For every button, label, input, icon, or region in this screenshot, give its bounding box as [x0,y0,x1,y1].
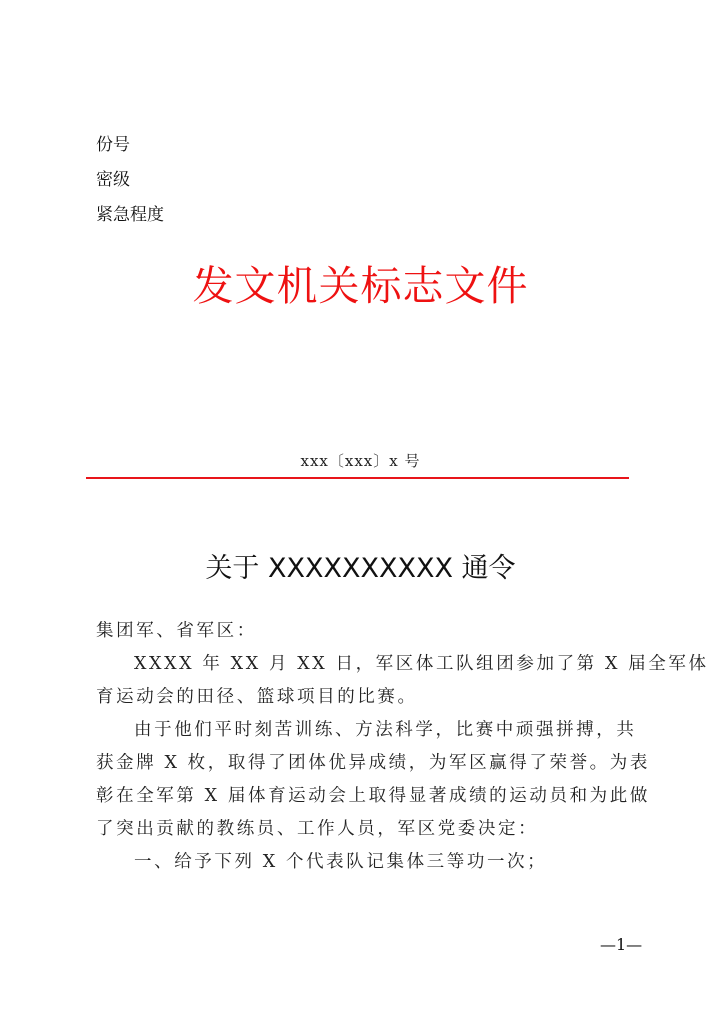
body-line: 由于他们平时刻苦训练、方法科学，比赛中顽强拼搏，共 [134,720,637,740]
page-number: —1— [600,935,643,954]
red-separator-line [86,477,629,479]
document-body [96,615,709,879]
urgency-label: 紧急程度 [96,205,164,225]
body-line: 获金牌 X 枚，取得了团体优异成绩，为军区赢得了荣誉。为表 [96,753,650,773]
body-line: XXXX 年 XX 月 XX 日，军区体工队组团参加了第 X 届全军体 [134,654,709,674]
document-subject: 关于 XXXXXXXXXX 通令 [205,553,516,584]
salutation: 集团军、省军区： [96,621,257,641]
issuing-authority-title: 发文机关标志文件 [192,262,529,310]
body-line: 了突出贡献的教练员、工作人员，军区党委决定： [96,819,539,839]
body-line: 一、给予下列 X 个代表队记集体三等功一次； [134,852,548,872]
classification-label: 密级 [96,170,130,190]
document-number: xxx〔xxx〕x 号 [300,452,421,470]
body-line: 育运动会的田径、篮球项目的比赛。 [96,687,418,707]
body-line: 彰在全军第 X 届体育运动会上取得显著成绩的运动员和为此做 [96,786,650,806]
copy-number-label: 份号 [96,135,130,155]
